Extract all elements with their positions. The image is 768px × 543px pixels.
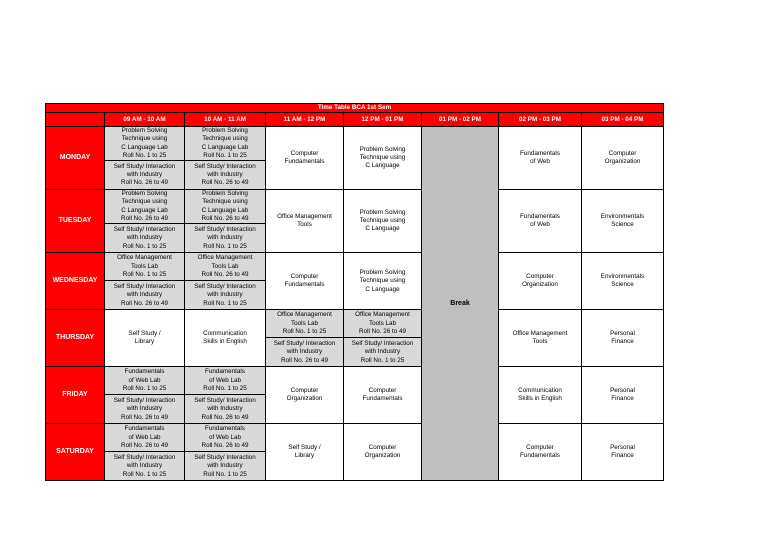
header-row — [46, 113, 664, 127]
thursday-slot-2: Communication Skills in English — [185, 310, 266, 367]
thursday-slot-6: Office Management Tools — [499, 310, 582, 367]
saturday-slot-4: Computer Organization — [344, 424, 422, 481]
tuesday-slot-1-lab: Problem Solving Technique using C Language Lab Roll No. 26 to 49 — [105, 190, 185, 224]
saturday-slot-2-selfstudy: Self Study/ Interaction with Industry Roll No. 1 to 25 — [185, 452, 266, 481]
friday-slot-1-lab: Fundamentals of Web Lab Roll No. 1 to 25 — [105, 367, 185, 395]
header-slot-5: 01 PM - 02 PM — [422, 113, 499, 127]
wednesday-row — [46, 253, 664, 281]
tuesday-slot-6: Fundamentals of Web — [499, 190, 582, 253]
thursday-slot-4-selfstudy: Self Study/ Interaction with Industry Roll No. 1 to 25 — [344, 338, 422, 367]
saturday-row — [46, 424, 664, 452]
monday-row — [46, 127, 664, 161]
friday-slot-1-selfstudy: Self Study/ Interaction with Industry Roll No. 26 to 49 — [105, 395, 185, 424]
thursday-slot-4-lab: Office Management Tools Lab Roll No. 26 to 49 — [344, 310, 422, 338]
saturday-slot-2-lab: Fundamentals of Web Lab Roll No. 26 to 49 — [185, 424, 266, 452]
day-label-tuesday: TUESDAY — [46, 190, 105, 253]
break-cell: Break — [422, 127, 499, 481]
monday-slot-7: Computer Organization — [582, 127, 664, 190]
header-slot-7: 03 PM - 04 PM — [582, 113, 664, 127]
header-slot-1: 09 AM - 10 AM — [105, 113, 185, 127]
wednesday-slot-1-lab: Office Management Tools Lab Roll No. 1 to 25 — [105, 253, 185, 281]
friday-slot-3: Computer Organization — [266, 367, 344, 424]
tuesday-slot-1-selfstudy: Self Study/ Interaction with Industry Roll No. 1 to 25 — [105, 224, 185, 253]
tuesday-row — [46, 190, 664, 224]
wednesday-slot-4: Problem Solving Technique using C Language — [344, 253, 422, 310]
day-label-friday: FRIDAY — [46, 367, 105, 424]
tuesday-slot-7: Environmentals Science — [582, 190, 664, 253]
header-slot-2: 10 AM - 11 AM — [185, 113, 266, 127]
saturday-slot-7: Personal Finance — [582, 424, 664, 481]
monday-slot-3: Computer Fundamentals — [266, 127, 344, 190]
tuesday-slot-2-lab: Problem Solving Technique using C Language Lab Roll No. 26 to 49 — [185, 190, 266, 224]
monday-slot-2-lab: Problem Solving Technique using C Language Lab Roll No. 1 to 25 — [185, 127, 266, 161]
tuesday-slot-3: Office Management Tools — [266, 190, 344, 253]
thursday-slot-3-lab: Office Management Tools Lab Roll No. 1 to 25 — [266, 310, 344, 338]
thursday-slot-7: Personal Finance — [582, 310, 664, 367]
friday-slot-2-lab: Fundamentals of Web Lab Roll No. 1 to 25 — [185, 367, 266, 395]
wednesday-slot-3: Computer Fundamentals — [266, 253, 344, 310]
saturday-slot-1-lab: Fundamentals of Web Lab Roll No. 26 to 49 — [105, 424, 185, 452]
wednesday-slot-2-lab: Office Management Tools Lab Roll No. 26 to 49 — [185, 253, 266, 281]
saturday-slot-1-selfstudy: Self Study/ Interaction with Industry Roll No. 1 to 25 — [105, 452, 185, 481]
day-label-monday: MONDAY — [46, 127, 105, 190]
corner-cell — [46, 113, 105, 127]
monday-slot-4: Problem Solving Technique using C Language — [344, 127, 422, 190]
wednesday-slot-7: Environmentals Science — [582, 253, 664, 310]
header-slot-3: 11 AM - 12 PM — [266, 113, 344, 127]
day-label-saturday: SATURDAY — [46, 424, 105, 481]
saturday-slot-6: Computer Fundamentals — [499, 424, 582, 481]
thursday-row — [46, 310, 664, 338]
header-slot-4: 12 PM - 01 PM — [344, 113, 422, 127]
friday-row — [46, 367, 664, 395]
wednesday-slot-1-selfstudy: Self Study/ Interaction with Industry Roll No. 26 to 49 — [105, 281, 185, 310]
friday-slot-2-selfstudy: Self Study/ Interaction with Industry Roll No. 26 to 49 — [185, 395, 266, 424]
saturday-slot-3: Self Study / Library — [266, 424, 344, 481]
thursday-slot-3-selfstudy: Self Study/ Interaction with Industry Roll No. 26 to 49 — [266, 338, 344, 367]
timetable — [45, 103, 664, 481]
friday-slot-7: Personal Finance — [582, 367, 664, 424]
friday-slot-6: Communication Skills in English — [499, 367, 582, 424]
day-label-wednesday: WEDNESDAY — [46, 253, 105, 310]
tuesday-slot-4: Problem Solving Technique using C Language — [344, 190, 422, 253]
friday-slot-4: Computer Fundamentals — [344, 367, 422, 424]
monday-slot-1-selfstudy: Self Study/ Interaction with Industry Roll No. 26 to 49 — [105, 161, 185, 190]
timetable-title: Time Table BCA 1st Sem — [46, 104, 664, 113]
monday-slot-2-selfstudy: Self Study/ Interaction with Industry Roll No. 26 to 49 — [185, 161, 266, 190]
title-row — [46, 104, 664, 113]
day-label-thursday: THURSDAY — [46, 310, 105, 367]
header-slot-6: 02 PM - 03 PM — [499, 113, 582, 127]
wednesday-slot-6: Computer Organization — [499, 253, 582, 310]
monday-slot-6: Fundamentals of Web — [499, 127, 582, 190]
wednesday-slot-2-selfstudy: Self Study/ Interaction with Industry Roll No. 1 to 25 — [185, 281, 266, 310]
thursday-slot-1: Self Study / Library — [105, 310, 185, 367]
monday-slot-1-lab: Problem Solving Technique using C Language Lab Roll No. 1 to 25 — [105, 127, 185, 161]
tuesday-slot-2-selfstudy: Self Study/ Interaction with Industry Roll No. 1 to 25 — [185, 224, 266, 253]
